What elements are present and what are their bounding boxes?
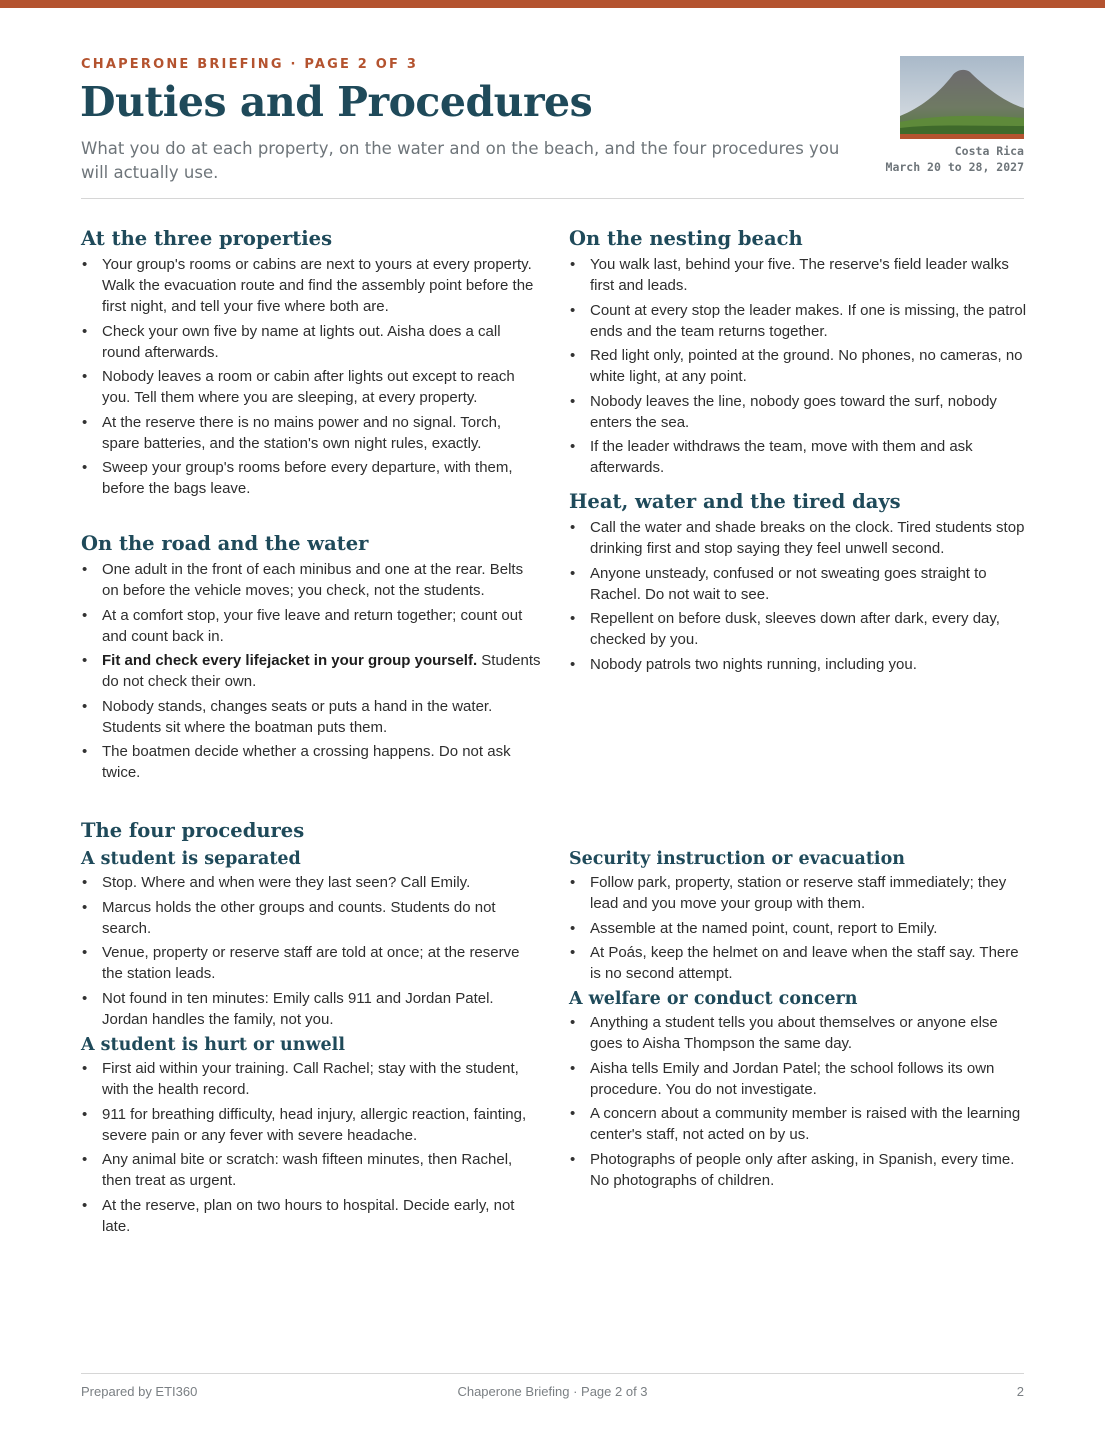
procedure-heading: Security instruction or evacuation bbox=[569, 849, 905, 869]
list-item: • Your group's rooms or cabins are next to yours at every property. Walk the evacuation route and find the assembly point before the first night, and tell your five where both are. bbox=[81, 254, 541, 317]
procedure-hurt bbox=[81, 1033, 541, 1240]
list-item: • You walk last, behind your five. The reserve's field leader walks first and leads. bbox=[569, 254, 1029, 296]
heat-list bbox=[569, 517, 1029, 675]
section-heading: On the road and the water bbox=[81, 532, 369, 555]
trip-dates: March 20 to 28, 2027 bbox=[885, 160, 1024, 174]
page-eyebrow: CHAPERONE BRIEFING · PAGE 2 OF 3 bbox=[81, 57, 419, 72]
section-road-water bbox=[81, 531, 541, 787]
list-item: • Anyone unsteady, confused or not sweating goes straight to Rachel. Do not wait to see. bbox=[569, 563, 1029, 605]
section-nesting-beach bbox=[569, 226, 1029, 482]
list-item: • Venue, property or reserve staff are told at once; at the reserve the station leads. bbox=[81, 942, 541, 984]
list-item: • One adult in the front of each minibus and one at the rear. Belts on before the vehicle moves; you check, not the students. bbox=[81, 559, 541, 601]
volcano-photo bbox=[900, 56, 1024, 139]
road-list bbox=[81, 559, 541, 783]
procedure-heading: A welfare or conduct concern bbox=[569, 989, 858, 1009]
list-item: • Count at every stop the leader makes. If one is missing, the patrol ends and the team returns together. bbox=[569, 300, 1029, 342]
list-item: • Stop. Where and when were they last seen? Call Emily. bbox=[81, 872, 541, 893]
list-item: • Nobody leaves a room or cabin after lights out except to reach you. Tell them where you are sleeping, at every property. bbox=[81, 366, 541, 408]
list-item: • Sweep your group's rooms before every departure, with them, before the bags leave. bbox=[81, 457, 541, 499]
trip-location: Costa Rica bbox=[954, 144, 1024, 158]
welfare-list bbox=[569, 1012, 1029, 1191]
procedure-heading: A student is hurt or unwell bbox=[81, 1035, 345, 1055]
list-item: • At Poás, keep the helmet on and leave when the staff say. There is no second attempt. bbox=[569, 942, 1029, 984]
separated-list bbox=[81, 872, 541, 1030]
page-subtitle: What you do at each property, on the water and on the beach, and the four procedures you will actually use. bbox=[81, 139, 840, 182]
security-list bbox=[569, 872, 1029, 984]
properties-list bbox=[81, 254, 541, 499]
list-item: • Assemble at the named point, count, report to Emily. bbox=[569, 918, 1029, 939]
list-item: • Marcus holds the other groups and counts. Students do not search. bbox=[81, 897, 541, 939]
list-item: • At the reserve, plan on two hours to hospital. Decide early, not late. bbox=[81, 1195, 541, 1237]
trip-caption bbox=[886, 143, 1024, 175]
footer-page-number: 2 bbox=[1016, 1384, 1024, 1399]
list-item: • If the leader withdraws the team, move with them and ask afterwards. bbox=[569, 436, 1029, 478]
section-heading: Heat, water and the tired days bbox=[569, 490, 901, 513]
procedure-welfare bbox=[569, 987, 1029, 1194]
list-item: • Call the water and shade breaks on the clock. Tired students stop drinking first and stop saying they feel unwell second. bbox=[569, 517, 1029, 559]
list-item: • The boatmen decide whether a crossing happens. Do not ask twice. bbox=[81, 741, 541, 783]
list-item bbox=[81, 650, 541, 692]
procedures-heading: The four procedures bbox=[81, 819, 305, 842]
procedure-security bbox=[569, 847, 1029, 988]
section-heading: At the three properties bbox=[81, 227, 333, 250]
list-item: • A concern about a community member is raised with the learning center's staff, not acted on by us. bbox=[569, 1103, 1029, 1145]
list-item: • Nobody leaves the line, nobody goes toward the surf, nobody enters the sea. bbox=[569, 391, 1029, 433]
page-title: Duties and Procedures bbox=[80, 78, 593, 126]
lifejacket-rest: Students do not check their own. bbox=[102, 652, 541, 690]
list-item: • At the reserve there is no mains power and no signal. Torch, spare batteries, and the station's own night rules, exactly. bbox=[81, 412, 541, 454]
list-item: • Any animal bite or scratch: wash fifteen minutes, then Rachel, then treat as urgent. bbox=[81, 1149, 541, 1191]
lifejacket-emphasis: Fit and check every lifejacket in your group yourself. bbox=[102, 652, 478, 669]
list-item: • Nobody patrols two nights running, including you. bbox=[569, 654, 1029, 675]
section-heading: On the nesting beach bbox=[569, 227, 803, 250]
list-item: • Repellent on before dusk, sleeves down after dark, every day, checked by you. bbox=[569, 608, 1029, 650]
list-item: • Red light only, pointed at the ground. No phones, no cameras, no white light, at any point. bbox=[569, 345, 1029, 387]
top-accent-bar bbox=[0, 0, 1105, 8]
footer-document-title: Chaperone Briefing · Page 2 of 3 bbox=[457, 1384, 648, 1399]
section-properties bbox=[81, 226, 541, 503]
list-item: • Check your own five by name at lights out. Aisha does a call round afterwards. bbox=[81, 321, 541, 363]
footer-divider bbox=[81, 1373, 1024, 1374]
section-heat-water bbox=[569, 489, 1029, 678]
list-item: • Aisha tells Emily and Jordan Patel; the school follows its own procedure. You do not investigate. bbox=[569, 1058, 1029, 1100]
procedure-separated bbox=[81, 847, 541, 1033]
procedure-heading: A student is separated bbox=[81, 849, 301, 869]
beach-list bbox=[569, 254, 1029, 478]
list-item: • Not found in ten minutes: Emily calls 911 and Jordan Patel. Jordan handles the family, not you. bbox=[81, 988, 541, 1030]
list-item: • First aid within your training. Call Rachel; stay with the student, with the health record. bbox=[81, 1058, 541, 1100]
list-item: • Anything a student tells you about themselves or anyone else goes to Aisha Thompson the same day. bbox=[569, 1012, 1029, 1054]
list-item: • At a comfort stop, your five leave and return together; count out and count back in. bbox=[81, 605, 541, 647]
list-item: • 911 for breathing difficulty, head injury, allergic reaction, fainting, severe pain or any fever with severe headache. bbox=[81, 1104, 541, 1146]
header-divider bbox=[81, 198, 1024, 199]
list-item: • Follow park, property, station or reserve staff immediately; they lead and you move your group with them. bbox=[569, 872, 1029, 914]
hurt-list bbox=[81, 1058, 541, 1237]
list-item: • Nobody stands, changes seats or puts a hand in the water. Students sit where the boatman puts them. bbox=[81, 696, 541, 738]
list-item: • Photographs of people only after asking, in Spanish, every time. No photographs of children. bbox=[569, 1149, 1029, 1191]
footer-prepared-by: Prepared by ETI360 bbox=[81, 1384, 198, 1399]
